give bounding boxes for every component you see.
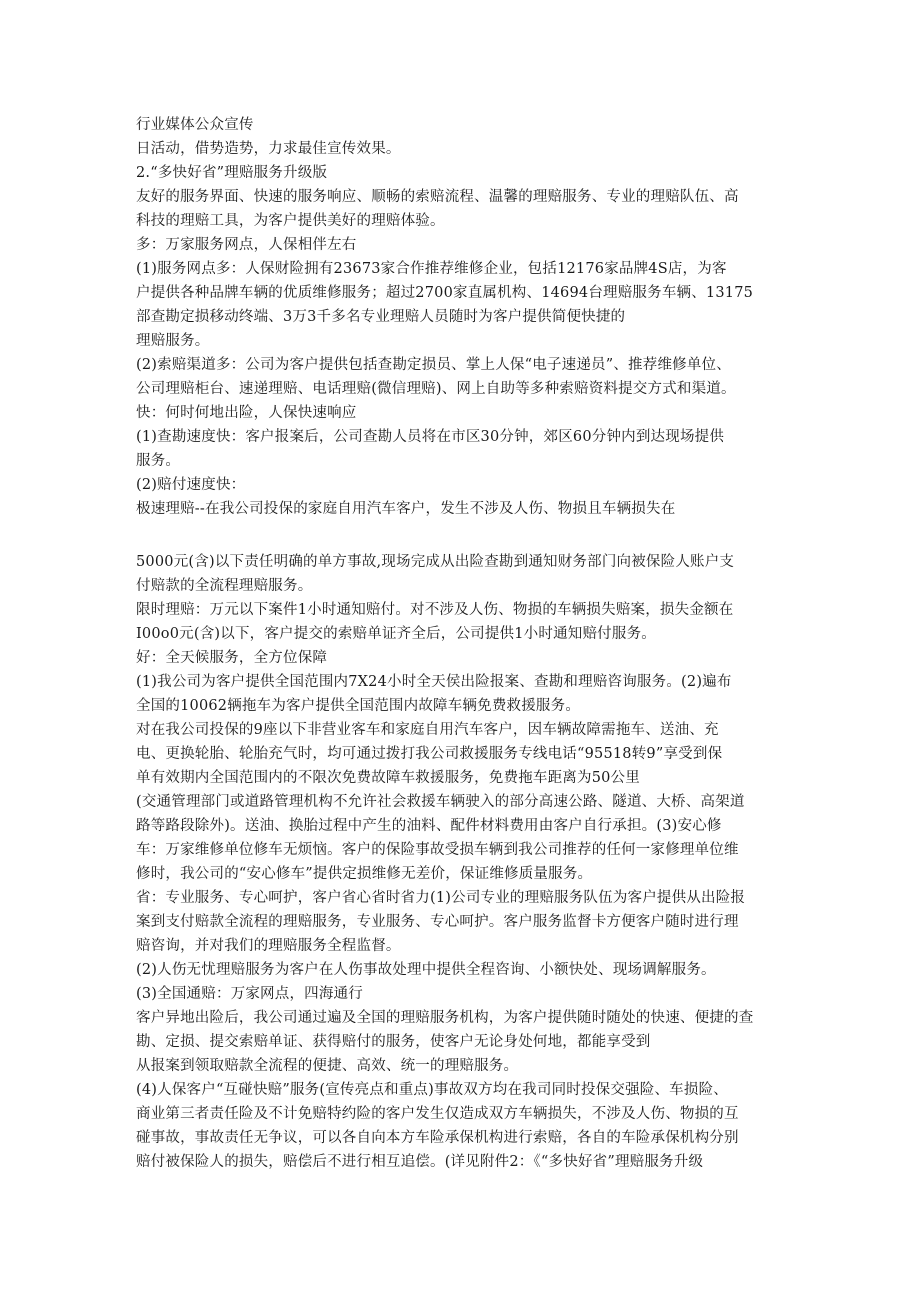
text-line: 友好的服务界面、快速的服务响应、顺畅的索赔流程、温馨的理赔服务、专业的理赔队伍、高 — [136, 189, 739, 205]
text-line: 公司理赔柜台、速递理赔、电话理赔(微信理赔)、网上自助等多种索赔资料提交方式和渠道。 — [136, 381, 736, 397]
text-line: (交通管理部门或道路管理机构不允许社会救援车辆驶入的部分高速公路、隧道、大桥、高架道 — [136, 794, 745, 810]
text-line: 路等路段除外)。送油、换胎过程中产生的油料、配件材料费用由客户自行承担。(3)安心修 — [136, 818, 722, 834]
text-line: (2)人伤无忧理赔服务为客户在人伤事故处理中提供全程咨询、小额快处、现场调解服务。 — [136, 962, 716, 978]
text-line: (4)人保客户“互碰快赔”服务(宣传亮点和重点)事故双方均在我司同时投保交强险、车损险、 — [136, 1082, 728, 1098]
text-line: 赔咨询，并对我们的理赔服务全程监督。 — [136, 938, 401, 954]
text-block-lower — [136, 550, 791, 1174]
text-line: 电、更换轮胎、轮胎充气时，均可通过拨打我公司救援服务专线电话“95518转9”享受到保 — [136, 746, 723, 762]
text-line: I00o0元(含)以下，客户提交的索赔单证齐全后，公司提供1小时通知赔付服务。 — [136, 626, 656, 642]
text-line: 赔付被保险人的损失，赔偿后不进行相互追偿。(详见附件2：《“多快好省”理赔服务升级 — [136, 1154, 704, 1170]
text-line: 碰事故，事故责任无争议，可以各自向本方车险承保机构进行索赔，各自的车险承保机构分别 — [136, 1130, 739, 1146]
text-line: 全国的10062辆拖车为客户提供全国范围内故障车辆免费救援服务。 — [136, 698, 581, 714]
text-line: (1)查勘速度快：客户报案后，公司查勘人员将在市区30分钟，郊区60分钟内到达现场提供 — [136, 429, 725, 445]
text-line: 限时理赔：万元以下案件1小时通知赔付。对不涉及人伤、物损的车辆损失赔案，损失金额在 — [136, 602, 734, 618]
text-line: 理赔服务。 — [136, 333, 210, 349]
text-line: 极速理赔--在我公司投保的家庭自用汽车客户，发生不涉及人伤、物损且车辆损失在 — [136, 501, 676, 517]
text-line: 5000元(含)以下责任明确的单方事故,现场完成从出险查勘到通知财务部门向被保险人账户支 — [136, 554, 735, 570]
text-line: 对在我公司投保的9座以下非营业客车和家庭自用汽车客户，因车辆故障需拖车、送油、充 — [136, 722, 719, 738]
text-line: 部查勘定损移动终端、3万3千多名专业理赔人员随时为客户提供简便快捷的 — [136, 309, 626, 325]
subsection-heading-hao: 好：全天候服务，全方位保障 — [136, 650, 328, 666]
text-line: 案到支付赔款全流程的理赔服务，专业服务、专心呵护。客户服务监督卡方便客户随时进行理 — [136, 914, 739, 930]
text-line: 修时，我公司的“安心修车”提供定损维修无差价，保证维修质量服务。 — [136, 866, 593, 882]
text-block-upper — [136, 113, 791, 521]
text-line: 行业媒体公众宣传 — [136, 117, 254, 133]
text-line: 客户异地出险后，我公司通过遍及全国的理赔服务机构，为客户提供随时随处的快速、便捷的查 — [136, 1010, 754, 1026]
text-line: 商业第三者责任险及不计免赔特约险的客户发生仅造成双方车辆损失，不涉及人伤、物损的互 — [136, 1106, 739, 1122]
text-line: 科技的理赔工具，为客户提供美好的理赔体验。 — [136, 213, 445, 229]
text-line: 服务。 — [136, 453, 181, 469]
text-line: 勘、定损、提交索赔单证、获得赔付的服务，使客户无论身处何地，都能享受到 — [136, 1034, 651, 1050]
text-line: 付赔款的全流程理赔服务。 — [136, 578, 313, 594]
text-line: (1)服务网点多：人保财险拥有23673家合作推荐维修企业，包括12176家品牌4S店，为客 — [136, 261, 727, 277]
text-line: 户提供各种品牌车辆的优质维修服务；超过2700家直属机构、14694台理赔服务车辆、13175 — [136, 285, 754, 301]
text-line: (2)赔付速度快： — [136, 477, 246, 493]
text-line: 从报案到领取赔款全流程的便捷、高效、统一的理赔服务。 — [136, 1058, 519, 1074]
subsection-heading-sheng: 省：专业服务、专心呵护，客户省心省时省力(1)公司专业的理赔服务队伍为客户提供从出险报 — [136, 890, 746, 906]
text-line: (2)索赔渠道多：公司为客户提供包括查勘定损员、掌上人保“电子速递员”、推荐维修单位、 — [136, 357, 731, 373]
text-line: 日活动，借势造势，力求最佳宣传效果。 — [136, 141, 401, 157]
section-heading: 2.“多快好省”理赔服务升级版 — [136, 165, 328, 181]
text-line: 车：万家维修单位修车无烦恼。客户的保险事故受损车辆到我公司推荐的任何一家修理单位维 — [136, 842, 739, 858]
subsection-heading-duo: 多：万家服务网点，人保相伴左右 — [136, 237, 357, 253]
text-line: (1)我公司为客户提供全国范围内7X24小时全天侯出险报案、查勘和理赔咨询服务。(2)遍布 — [136, 674, 732, 690]
subsection-heading-kuai: 快：何时何地出险，人保快速响应 — [136, 405, 357, 421]
text-line: (3)全国通赔：万家网点，四海通行 — [136, 986, 363, 1002]
text-line: 单有效期内全国范围内的不限次免费故障车救援服务，免费拖车距离为50公里 — [136, 770, 640, 786]
